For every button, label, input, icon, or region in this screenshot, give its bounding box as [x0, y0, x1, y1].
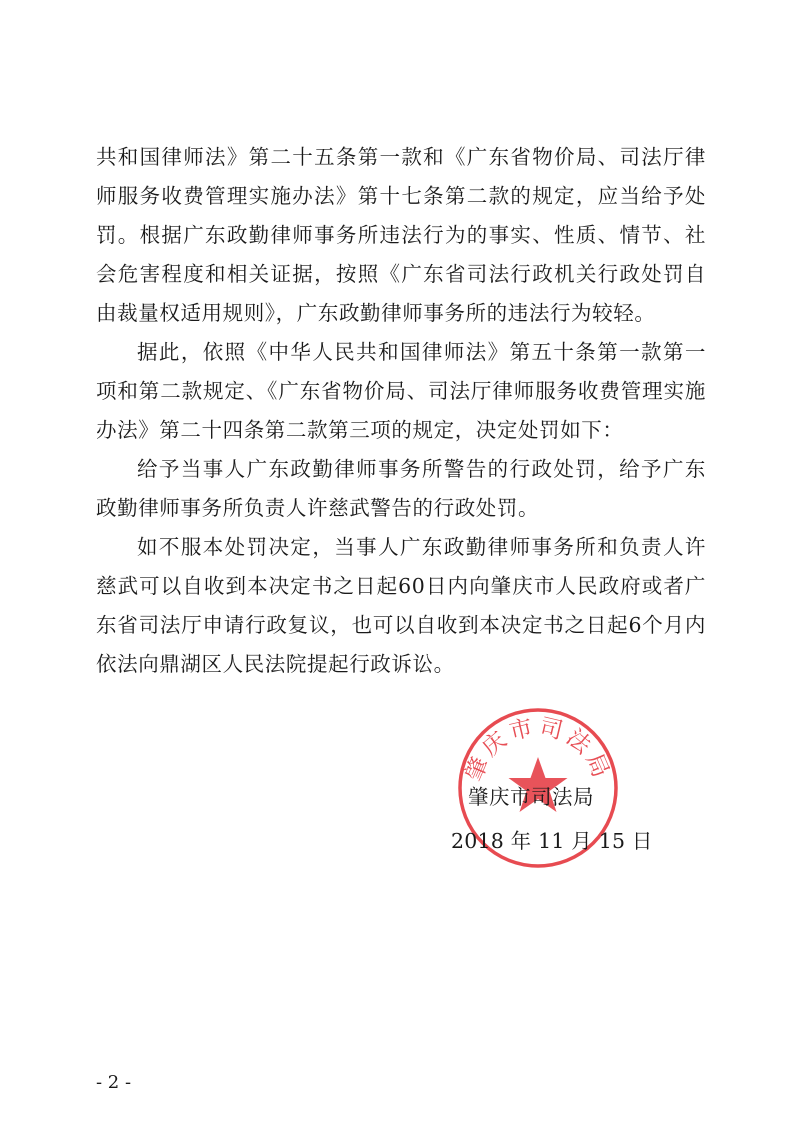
issuing-authority: 肇庆市司法局 [468, 785, 594, 809]
issue-date: 2018 年 11 月 15 日 [451, 829, 653, 853]
signature-block [0, 780, 800, 870]
paragraph-appeal-rights: 如不服本处罚决定，当事人广东政勤律师事务所和负责人许慈武可以自收到本决定书之日起60日内向肇庆市人民政府或者广东省司法厅申请行政复议，也可以自收到本决定书之日起6个月内依法向鼎湖区人民法院提起行政诉讼。 [96, 535, 706, 676]
seal-arc-text: 肇庆市司法局 [460, 713, 616, 785]
paragraph-decision-basis: 据此，依照《中华人民共和国律师法》第五十条第一款第一项和第二款规定、《广东省物价局、司法厅律师服务收费管理实施办法》第二十四条第二款第三项的规定，决定处罚如下： [96, 340, 706, 442]
document-body [96, 138, 706, 684]
paragraph-legal-basis: 共和国律师法》第二十五条第一款和《广东省物价局、司法厅律师服务收费管理实施办法》第十七条第二款的规定，应当给予处罚。根据广东政勤律师事务所违法行为的事实、性质、情节、社会危害程度和相关证据，按照《广东省司法行政机关行政处罚自由裁量权适用规则》，广东政勤律师事务所的违法行为较轻。 [96, 145, 706, 325]
paragraph-penalty: 给予当事人广东政勤律师事务所警告的行政处罚，给予广东政勤律师事务所负责人许慈武警告的行政处罚。 [96, 457, 706, 520]
page-number: - 2 - [96, 1072, 132, 1093]
